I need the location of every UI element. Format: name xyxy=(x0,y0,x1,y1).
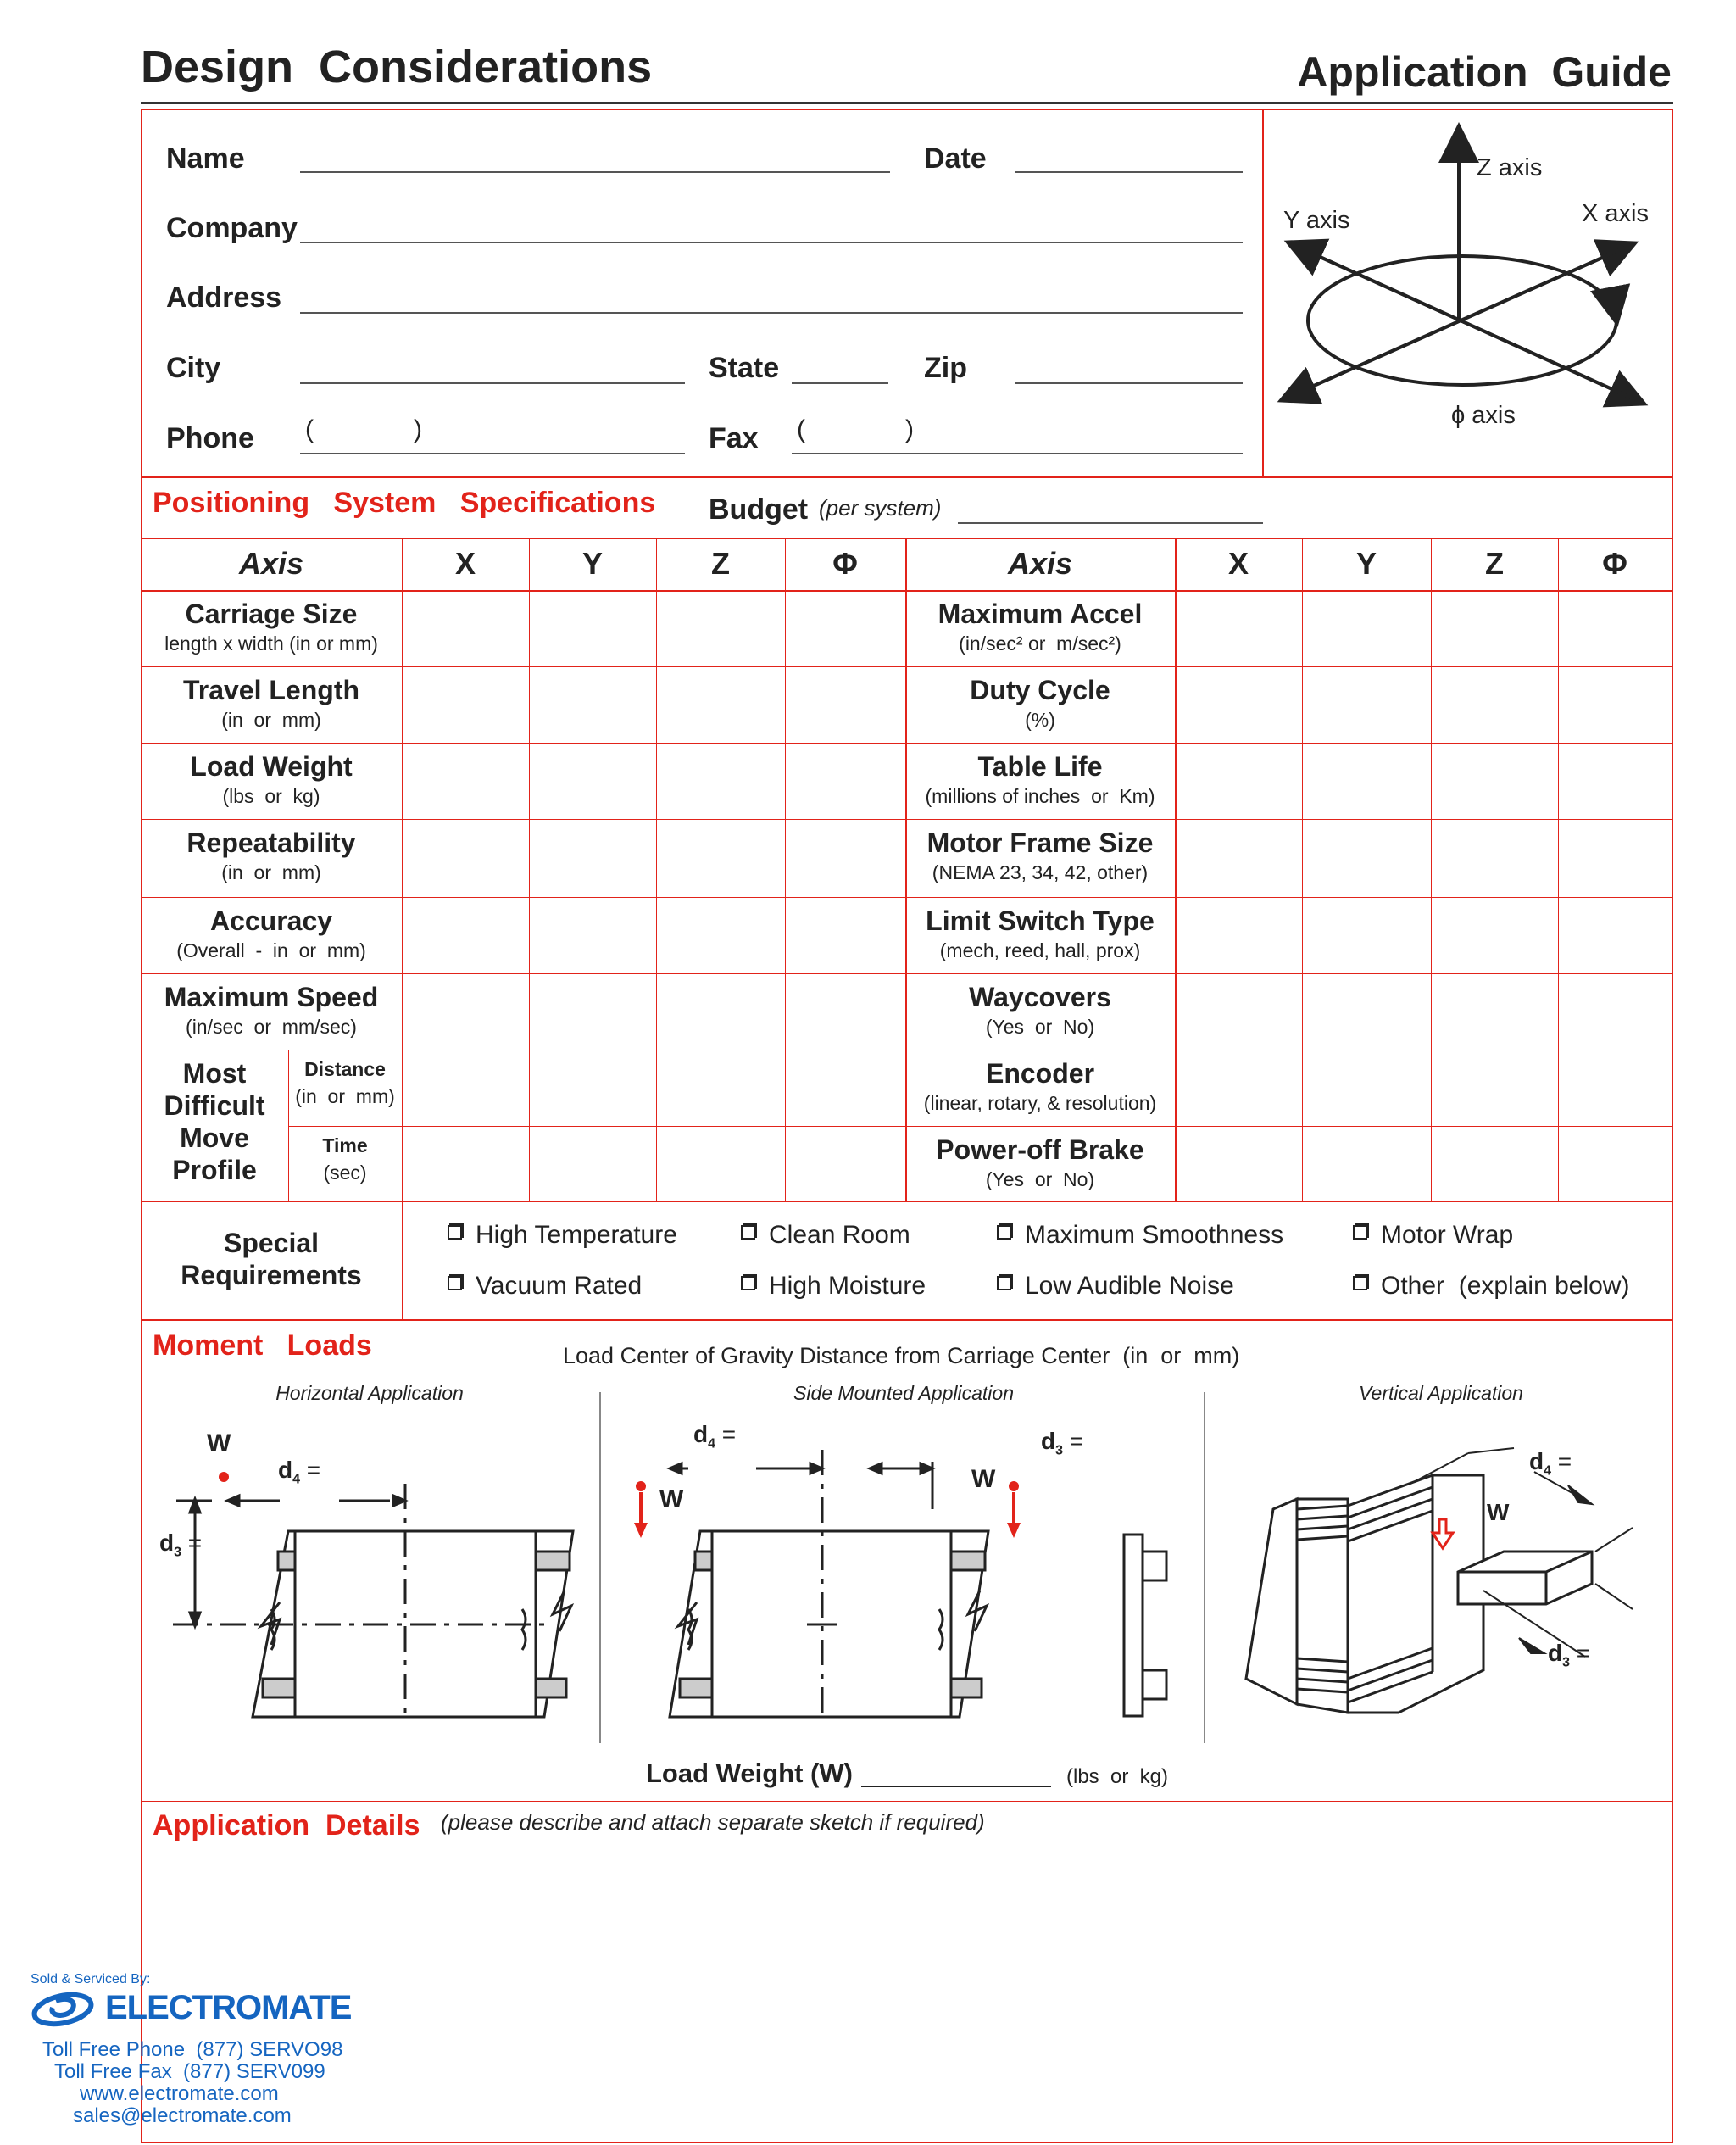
city-field[interactable] xyxy=(300,382,685,384)
row-sublabel: (linear, rotary, & resolution) xyxy=(923,1092,1157,1114)
row-rule-2 xyxy=(141,743,1673,744)
row-sublabel: (Yes or No) xyxy=(985,1016,1095,1038)
d3-label-side xyxy=(1041,1428,1083,1459)
option-label: Low Audible Noise xyxy=(1025,1272,1234,1300)
y-axis-tail xyxy=(1290,243,1642,403)
col-rule-axis-right xyxy=(1175,538,1177,1201)
col-header-z-left: Z xyxy=(711,546,730,581)
row-sublabel: (lbs or kg) xyxy=(222,785,320,807)
equals: = xyxy=(1557,1448,1572,1474)
d-symbol: d xyxy=(278,1457,293,1483)
phone-paren-close: ) xyxy=(414,415,422,443)
option-label: Clean Room xyxy=(769,1221,910,1249)
row-label: Encoder xyxy=(985,1058,1095,1089)
col-header-phi-left: Φ xyxy=(832,546,858,581)
option-label: Maximum Smoothness xyxy=(1025,1221,1284,1249)
axis-header-right: Axis xyxy=(1007,546,1073,581)
row-label: Maximum Accel xyxy=(938,599,1143,629)
row-sublabel: (in/sec or mm/sec) xyxy=(186,1016,357,1038)
dealer-fax: Toll Free Fax (877) SERV099 xyxy=(54,2060,326,2083)
subscript: 4 xyxy=(292,1472,301,1487)
move-profile-line: Most xyxy=(182,1058,247,1089)
horizontal-diagram xyxy=(153,1424,593,1730)
contact-divider xyxy=(1262,109,1264,478)
date-field[interactable] xyxy=(1015,171,1243,173)
phi-rotation-arrow xyxy=(1614,307,1616,320)
d-symbol: d xyxy=(1548,1640,1563,1666)
phone-paren-open: ( xyxy=(305,415,314,443)
move-profile-line: Profile xyxy=(172,1155,257,1185)
horizontal-caption: Horizontal Application xyxy=(275,1382,464,1404)
checkbox[interactable] xyxy=(1353,1225,1367,1240)
load-weight-label: Load Weight (W) xyxy=(646,1758,853,1788)
axis-header-left: Axis xyxy=(238,546,304,581)
zip-label: Zip xyxy=(924,352,967,384)
special-bottom-rule xyxy=(141,1319,1673,1321)
option-label: High Temperature xyxy=(476,1221,677,1249)
details-title: Application Details xyxy=(153,1809,420,1841)
side-mounted-diagram xyxy=(610,1424,1195,1730)
state-field[interactable] xyxy=(792,382,888,384)
company-label: Company xyxy=(166,212,298,244)
row-label: Table Life xyxy=(977,751,1103,782)
subscript: 3 xyxy=(174,1545,182,1560)
subscript: 4 xyxy=(1544,1463,1552,1479)
budget-note: (per system) xyxy=(819,495,942,521)
distance-label: Distance xyxy=(304,1058,386,1080)
col-rule-y-right xyxy=(1302,538,1303,1201)
equals: = xyxy=(1069,1428,1084,1454)
move-profile-line: Move xyxy=(180,1123,249,1153)
city-label: City xyxy=(166,352,221,384)
load-weight-units: (lbs or kg) xyxy=(1066,1765,1169,1788)
row-label: Repeatability xyxy=(186,827,356,858)
table-header-rule xyxy=(141,590,1673,592)
row-sublabel: (in or mm) xyxy=(221,709,321,731)
w-label-horizontal: W xyxy=(207,1429,231,1457)
option-other[interactable] xyxy=(1353,1272,1629,1301)
guide-title: Application Guide xyxy=(1297,48,1672,96)
d-symbol: d xyxy=(159,1529,175,1556)
option-vacuum-rated[interactable] xyxy=(448,1272,642,1301)
row-label: Load Weight xyxy=(190,751,353,782)
dealer-website-link[interactable]: www.electromate.com xyxy=(80,2082,279,2105)
row-label: Maximum Speed xyxy=(164,982,379,1012)
specs-title: Positioning System Specifications xyxy=(153,487,656,519)
table-top-rule xyxy=(141,538,1673,539)
col-rule-axis-left xyxy=(402,538,403,1319)
row-sublabel: (%) xyxy=(1025,709,1055,731)
d-symbol: d xyxy=(1529,1448,1544,1474)
col-rule-z-left xyxy=(656,538,657,1201)
equals: = xyxy=(187,1529,203,1556)
state-label: State xyxy=(709,352,780,384)
option-low-audible-noise[interactable] xyxy=(997,1272,1234,1301)
checkbox[interactable] xyxy=(997,1276,1011,1290)
address-field[interactable] xyxy=(300,312,1243,314)
fax-label: Fax xyxy=(709,422,759,454)
brand-name: ELECTROMATE xyxy=(105,1989,352,2026)
phi-axis-label: ϕ axis xyxy=(1451,402,1516,429)
row-rule-4 xyxy=(141,897,1673,898)
col-rule-phi-left xyxy=(785,538,786,1201)
moment-subtitle: Load Center of Gravity Distance from Carriage Center (in or mm) xyxy=(563,1343,1240,1368)
distance-sublabel: (in or mm) xyxy=(295,1085,395,1107)
specs-top-rule xyxy=(141,476,1673,478)
d4-label-horizontal xyxy=(278,1457,320,1488)
y-axis-label: Y axis xyxy=(1283,207,1350,234)
vertical-caption: Vertical Application xyxy=(1359,1382,1523,1404)
row-label: Travel Length xyxy=(182,675,360,705)
fax-field[interactable] xyxy=(792,453,1243,454)
col-header-x-right: X xyxy=(1227,546,1249,581)
time-label: Time xyxy=(322,1134,368,1156)
row-label: Carriage Size xyxy=(185,599,358,629)
option-high-temperature[interactable] xyxy=(448,1221,677,1250)
option-clean-room[interactable] xyxy=(741,1221,910,1250)
w-label-side-left: W xyxy=(659,1485,684,1513)
page-title: Design Considerations xyxy=(141,42,653,92)
d4-label-side xyxy=(693,1421,736,1452)
side-caption: Side Mounted Application xyxy=(793,1382,1014,1404)
vertical-diagram xyxy=(1212,1424,1670,1730)
d4-label-vertical xyxy=(1529,1448,1572,1479)
details-textarea[interactable] xyxy=(144,1848,1670,2137)
diagram-divider-2 xyxy=(1204,1392,1205,1743)
row-sublabel: length x width (in or mm) xyxy=(164,632,378,655)
option-label: High Moisture xyxy=(769,1272,926,1300)
row-label: Waycovers xyxy=(969,982,1111,1012)
frame-bottom xyxy=(141,2142,1673,2143)
col-header-phi-right: Φ xyxy=(1602,546,1628,581)
subscript: 4 xyxy=(708,1436,716,1451)
special-title-line: Special xyxy=(223,1228,320,1258)
checkbox[interactable] xyxy=(448,1276,462,1290)
budget-label: Budget xyxy=(709,493,809,526)
d3-label-vertical xyxy=(1548,1640,1590,1671)
checkbox[interactable] xyxy=(997,1225,1011,1240)
x-axis-label: X axis xyxy=(1582,200,1649,227)
option-label: Other (explain below) xyxy=(1381,1272,1630,1300)
checkbox[interactable] xyxy=(1353,1276,1367,1290)
dealer-email-link[interactable]: sales@electromate.com xyxy=(73,2104,292,2127)
checkbox[interactable] xyxy=(741,1276,755,1290)
option-maximum-smoothness[interactable] xyxy=(997,1221,1283,1250)
z-axis-label: Z axis xyxy=(1477,154,1543,181)
equals: = xyxy=(721,1421,737,1447)
col-header-x-left: X xyxy=(454,546,476,581)
col-rule-y-left xyxy=(529,538,530,1201)
row-rule-3 xyxy=(141,819,1673,820)
d3-label-horizontal xyxy=(159,1529,202,1561)
col-header-y-right: Y xyxy=(1355,546,1377,581)
w-label-vertical: W xyxy=(1487,1499,1510,1525)
row-label: Power-off Brake xyxy=(936,1134,1144,1165)
date-label: Date xyxy=(924,142,987,175)
row-sublabel: (in/sec² or m/sec²) xyxy=(959,632,1121,655)
row-label: Duty Cycle xyxy=(970,675,1110,705)
col-rule-z-right xyxy=(1431,538,1432,1201)
fax-paren-open: ( xyxy=(797,415,805,443)
col-rule-phi-right xyxy=(1558,538,1559,1201)
electromate-logo-icon xyxy=(31,1991,95,2028)
row-sublabel: (mech, reed, hall, prox) xyxy=(939,939,1141,961)
row-label: Motor Frame Size xyxy=(926,827,1154,858)
moment-bottom-rule xyxy=(141,1801,1673,1802)
checkbox[interactable] xyxy=(448,1225,462,1240)
equals: = xyxy=(306,1457,321,1483)
subscript: 3 xyxy=(1562,1655,1571,1670)
sold-by-label: Sold & Serviced By: xyxy=(31,1972,151,1986)
name-field[interactable] xyxy=(300,171,890,173)
special-title-line: Requirements xyxy=(181,1260,362,1290)
phone-label: Phone xyxy=(166,422,254,454)
equals: = xyxy=(1576,1640,1591,1666)
row-sublabel: (NEMA 23, 34, 42, other) xyxy=(932,861,1149,883)
subscript: 3 xyxy=(1055,1443,1064,1458)
row-label: Limit Switch Type xyxy=(926,905,1155,936)
w-label-side-right: W xyxy=(971,1465,996,1493)
row-sublabel: (Overall - in or mm) xyxy=(176,939,366,961)
phone-field[interactable] xyxy=(300,453,685,454)
d-symbol: d xyxy=(693,1421,709,1447)
dealer-phone: Toll Free Phone (877) SERVO98 xyxy=(42,2038,343,2061)
option-label: Motor Wrap xyxy=(1381,1221,1514,1249)
option-high-moisture[interactable] xyxy=(741,1272,926,1301)
option-label: Vacuum Rated xyxy=(476,1272,643,1300)
row-sublabel: (Yes or No) xyxy=(985,1168,1095,1190)
table-bottom-rule xyxy=(141,1201,1673,1202)
move-profile-line: Difficult xyxy=(164,1090,265,1121)
col-header-y-left: Y xyxy=(581,546,603,581)
row-rule-7 xyxy=(288,1126,1673,1127)
budget-field[interactable] xyxy=(958,522,1263,524)
option-motor-wrap[interactable] xyxy=(1353,1221,1513,1250)
col-header-z-right: Z xyxy=(1485,546,1504,581)
address-label: Address xyxy=(166,281,282,314)
time-sublabel: (sec) xyxy=(323,1162,367,1184)
row-sublabel: (in or mm) xyxy=(221,861,321,883)
load-weight-field[interactable] xyxy=(861,1786,1051,1787)
row-rule-5 xyxy=(141,973,1673,974)
header-rule xyxy=(141,102,1673,104)
details-note: (please describe and attach separate sketch if required) xyxy=(441,1809,985,1835)
diagram-divider-1 xyxy=(599,1392,601,1743)
row-sublabel: (millions of inches or Km) xyxy=(925,785,1155,807)
name-label: Name xyxy=(166,142,245,175)
d-symbol: d xyxy=(1041,1428,1056,1454)
row-label: Accuracy xyxy=(209,905,333,936)
fax-paren-close: ) xyxy=(905,415,914,443)
company-field[interactable] xyxy=(300,242,1243,243)
moment-title: Moment Loads xyxy=(153,1329,372,1362)
checkbox[interactable] xyxy=(741,1225,755,1240)
zip-field[interactable] xyxy=(1015,382,1243,384)
row-rule-1 xyxy=(141,666,1673,667)
